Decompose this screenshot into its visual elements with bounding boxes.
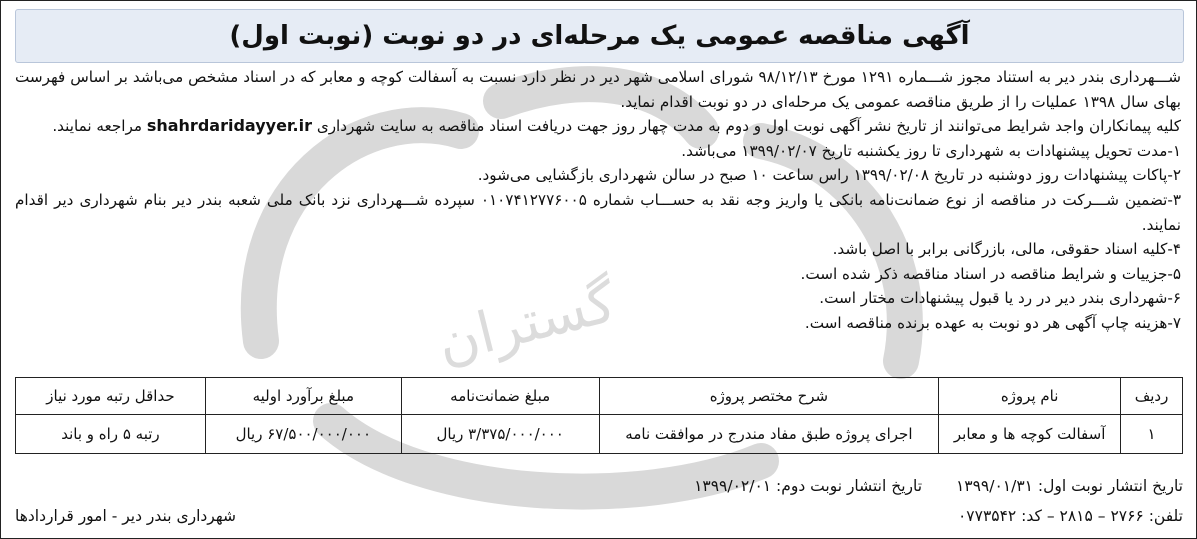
page-title: آگهی مناقصه عمومی یک مرحله‌ای در دو نوبت (نوبت اول)	[229, 21, 970, 51]
header-row-number: ردیف	[1121, 378, 1183, 415]
header-project-description: شرح مختصر پروژه	[599, 378, 939, 415]
first-publish-date: تاریخ انتشار نوبت اول: ۱۳۹۹/۰۱/۳۱	[955, 477, 1183, 495]
watermark-text: گستران	[430, 269, 623, 377]
cell-project-description: اجرای پروژه طبق مفاد مندرج در موافقت نامه	[599, 415, 939, 454]
condition-item-1: ۱-مدت تحویل پیشنهادات به شهرداری تا روز یکشنبه تاریخ ۱۳۹۹/۰۲/۰۷ می‌باشد.	[681, 141, 1181, 160]
cell-project-name: آسفالت کوچه ها و معابر	[939, 415, 1121, 454]
condition-item-5: ۵-جزییات و شرایط مناقصه در اسناد مناقصه ذکر شده است.	[800, 264, 1181, 283]
title-banner	[15, 9, 1184, 63]
signature: شهرداری بندر دیر - امور قراردادها	[15, 507, 236, 525]
contact-phone: تلفن: ۲۷۶۶ – ۲۸۱۵ – کد: ۰۷۷۳۵۴۲	[957, 507, 1183, 525]
cell-row-number: ۱	[1121, 415, 1183, 454]
footer	[15, 471, 1183, 533]
intro-paragraph: شـــهرداری بندر دیر به استناد مجوز شـــماره ۱۲۹۱ مورخ ۹۸/۱۲/۱۳ شورای اسلامی شهر دیر در نظر دارد نسبت به آسفالت کوچه و معابر که در اسناد مشخص می‌باشد بر اساس فهرست بهای سال ۱۳۹۸ عملیات را از طریق مناقصه عمومی یک مرحله‌ای در دو نوبت اقدام نماید.	[15, 68, 1181, 111]
website-link[interactable]: shahrdaridayyer.ir	[146, 116, 312, 136]
intro-website-paragraph	[15, 114, 1181, 139]
second-publish-date: تاریخ انتشار نوبت دوم: ۱۳۹۹/۰۲/۰۱	[694, 477, 923, 495]
publish-dates	[694, 477, 1183, 495]
condition-item-7: ۷-هزینه چاپ آگهی هر دو نوبت به عهده برنده مناقصه است.	[804, 313, 1181, 332]
project-table-wrapper	[15, 377, 1183, 454]
project-table	[15, 377, 1183, 454]
condition-item-4: ۴-کلیه اسناد حقوقی، مالی، بازرگانی برابر با اصل باشد.	[832, 240, 1181, 259]
table-header-row	[16, 378, 1183, 415]
cell-minimum-rank: رتبه ۵ راه و باند	[16, 415, 206, 454]
intro-website-suffix: مراجعه نمایند.	[52, 117, 142, 136]
table-row	[16, 415, 1183, 454]
condition-item-3: ۳-تضمین شـــرکت در مناقصه از نوع ضمانت‌نامه بانکی یا واریز وجه نقد به حســـاب شماره ۰۱۰۷۴۱۲۷۷۶۰۰۵ سپرده شـــهرداری نزد بانک ملی شعبه بندر دیر بنام شهرداری دیر اقدام نمایند.	[15, 190, 1181, 234]
header-initial-estimate: مبلغ برآورد اولیه	[205, 378, 401, 415]
intro-website-prefix: کلیه پیمانکاران واجد شرایط می‌توانند از تاریخ نشر آگهی نوبت اول و دوم به مدت چهار روز جهت دریافت اسناد مناقصه به سایت شهرداری	[316, 117, 1181, 136]
header-project-name: نام پروژه	[939, 378, 1121, 415]
announcement-body	[15, 65, 1181, 336]
header-guarantee-amount: مبلغ ضمانت‌نامه	[401, 378, 599, 415]
condition-item-2: ۲-پاکات پیشنهادات روز دوشنبه در تاریخ ۱۳۹۹/۰۲/۰۸ راس ساعت ۱۰ صبح در سالن شهرداری بازگشایی می‌شود.	[477, 166, 1181, 185]
cell-guarantee-amount: ۳/۳۷۵/۰۰۰/۰۰۰ ریال	[401, 415, 599, 454]
cell-initial-estimate: ۶۷/۵۰۰/۰۰۰/۰۰۰ ریال	[205, 415, 401, 454]
header-minimum-rank: حداقل رتبه مورد نیاز	[16, 378, 206, 415]
condition-item-6: ۶-شهرداری بندر دیر در رد یا قبول پیشنهادات مختار است.	[819, 289, 1181, 308]
